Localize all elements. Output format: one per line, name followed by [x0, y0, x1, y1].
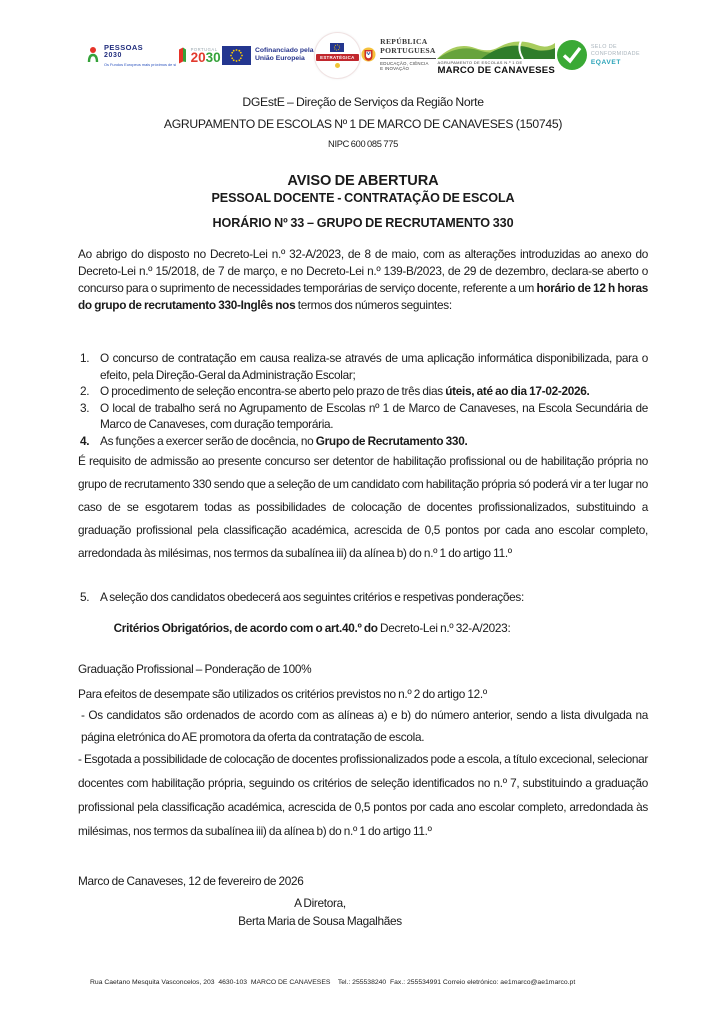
eu-caption-line1: Cofinanciado pela	[254, 47, 314, 54]
pessoas-logo-name: PESSOAS	[104, 43, 144, 52]
item-text: A seleção dos candidatos obedecerá aos seguintes critérios e respetivas ponderações:	[100, 590, 524, 604]
item-text	[100, 433, 648, 450]
page-title: AVISO DE ABERTURA	[287, 173, 439, 189]
republica-portuguesa-logo	[361, 38, 436, 71]
agrupamento-marco-logo	[437, 35, 555, 76]
eu-flag-icon	[222, 46, 251, 65]
desempate-line: Para efeitos de desempate são utilizados os critérios previstos no n.º 2 do artigo 12.º	[78, 687, 487, 701]
portugal-2030-country: PORTUGAL	[190, 46, 218, 52]
republica-divider	[380, 58, 436, 59]
criterios-regular: Decreto-Lei n.º 32-A/2023:	[377, 621, 511, 635]
intro-text-bold: horário de 12 h horas do grupo de recrutamento 330-Inglês nos	[78, 281, 648, 312]
eqavet-line2: CONFORMIDADE	[590, 51, 640, 57]
portugal-flag-icon	[178, 47, 187, 64]
numbered-list	[78, 350, 648, 449]
pessoas-2030-logo	[86, 43, 176, 67]
portugal-2030-year-right: 30	[205, 49, 221, 65]
item-text: O local de trabalho será no Agrupamento de Escolas nº 1 de Marco de Canaveses, na Escola Secundária de Marco de Canaveses, com duração temporária.	[100, 400, 648, 431]
requisito-paragraph: É requisito de admissão ao presente concurso ser detentor de habilitação profissional ou de habilitação própria no grupo de recrutamento 330 sendo que a seleção de um candidato com habilitação própria só poderá vir a ter lugar no caso de se esgotarem todas as possibilidades de colocação de docentes profissionalizados, substituindo a graduação profissional pela classificação académica, acrescida de 0,5 pontos por cada ano escolar completo, arredondada às milésimas, nos termos da subalínea iii) da alínea b) do n.º 1 do artigo 11.º	[78, 454, 648, 560]
criterios-heading	[78, 621, 648, 635]
signature-name: Berta Maria de Sousa Magalhães	[238, 913, 402, 928]
list-item-4	[78, 433, 648, 450]
republica-sub2: E INOVAÇÃO	[380, 66, 410, 72]
org-header	[78, 91, 648, 149]
signature-block	[78, 895, 648, 930]
eu-cofinanced-logo	[222, 46, 314, 65]
ordenados-paragraph: - Os candidatos são ordenados de acordo com as alíneas a) e b) do número anterior, sendo a lista divulgada na página eletrónica do AE promotora da oferta da contratação de escola.	[81, 708, 648, 744]
portugal-2030-logo	[178, 47, 221, 64]
item-number: 3.	[80, 400, 90, 415]
page-subtitle: PESSOAL DOCENTE - CONTRATAÇÃO DE ESCOLA	[211, 191, 515, 205]
eqavet-line1: SELO DE	[590, 44, 617, 51]
item-text-bold: úteis, até ao dia 17-02-2026.	[445, 384, 590, 398]
footer-address: Rua Caetano Mesquita Vasconcelos, 203 4630-103 MARCO DE CANAVESES Tel.: 255538240 Fax.: 255534991 Correio eletrónico: ae1marco@ae1marco.pt	[90, 979, 576, 986]
intro-text-pre: Ao abrigo do disposto no Decreto-Lei n.º 32-A/2023, de 8 de maio, com as alterações introduzidas ao anexo do Decreto-Lei n.º 15/2018, de 7 de março, e no Decreto-Lei n.º 139-B/2023, de 29 de dezembro, declara-se aberto o concurso para o suprimento de necessidades temporárias de serviço docente, referente a um	[78, 247, 648, 295]
org-line-agrupamento: AGRUPAMENTO DE ESCOLAS Nº 1 DE MARCO DE CANAVESES (150745)	[163, 117, 563, 131]
org-line-dgeste: DGEstE – Direção de Serviços da Região Norte	[242, 95, 484, 109]
republica-sub1: EDUCAÇÃO, CIÊNCIA	[380, 60, 429, 66]
list-item-1	[78, 350, 648, 383]
eu-caption-line2: União Europeia	[254, 55, 305, 62]
schedule-title: HORÁRIO Nº 33 – GRUPO DE RECRUTAMENTO 330	[212, 216, 514, 230]
signature-role: A Diretora,	[294, 896, 346, 910]
escola-estrategica-badge	[315, 33, 360, 78]
item-text-pre: As funções a exercer serão de docência, no	[100, 433, 316, 448]
green-mountains-icon	[437, 35, 555, 59]
eqavet-name: EQAVET	[590, 58, 622, 66]
graduacao-line: Graduação Profissional – Ponderação de 100%	[78, 662, 312, 676]
badge-label: ESTRATÉGICA	[316, 54, 358, 61]
esgotada-paragraph: - Esgotada a possibilidade de colocação de docentes profissionalizados pode a escola, a título excecional, selecionar docentes com habilitação própria, seguindo os critérios de seleção identificados no n.º 7, substituindo a graduação profissional pela classificação académica, acrescida de 0,5 pontos por cada ano escolar completo, arredondada às milésimas, nos termos da subalínea iii) da alínea b) do n.º 1 do artigo 11.º	[78, 752, 648, 838]
agrupamento-subtitle: AGRUPAMENTO DE ESCOLAS N.º 1 DE	[437, 59, 523, 65]
portugal-2030-year-left: 20	[190, 49, 206, 65]
list-item-5	[78, 589, 648, 606]
item-number: 5.	[80, 590, 90, 604]
pessoas-logo-year: 2030	[104, 52, 122, 59]
eqavet-checkmark-icon	[557, 40, 587, 70]
item-number: 2.	[80, 384, 90, 398]
pessoas-logo-tagline: Os Fundos Europeus mais próximos de si	[104, 62, 177, 67]
org-nipc: NIPC 600 085 775	[328, 139, 398, 149]
list-item-2	[78, 383, 648, 400]
item-text	[100, 383, 648, 400]
portuguese-coat-of-arms-icon	[361, 45, 376, 66]
pessoas-person-icon	[86, 46, 100, 64]
badge-dot-icon	[335, 63, 340, 68]
intro-paragraph	[78, 246, 648, 314]
eqavet-seal-logo	[557, 40, 640, 70]
intro-text-post: termos dos números seguintes:	[295, 298, 452, 312]
republica-line1: REPÚBLICA	[380, 37, 428, 47]
list-item-3	[78, 400, 648, 433]
item-text-bold: Grupo de Recrutamento 330.	[315, 433, 468, 448]
item-number: 1.	[80, 351, 90, 365]
place-date: Marco de Canaveses, 12 de fevereiro de 2026	[78, 874, 304, 888]
item-text: O concurso de contratação em causa realiza-se através de uma aplicação informática disponibilizada, para o efeito, pela Direção-Geral da Administração Escolar;	[100, 351, 648, 382]
criterios-bold: Critérios Obrigatórios, de acordo com o art.40.º do	[113, 621, 378, 635]
republica-line2: PORTUGUESA	[380, 45, 436, 55]
item-text-pre: O procedimento de seleção encontra-se aberto pelo prazo de três dias	[100, 384, 446, 398]
agrupamento-name: MARCO DE CANAVESES	[437, 64, 555, 76]
item-number: 4.	[80, 433, 90, 448]
badge-eu-flag-icon	[330, 43, 344, 52]
titles	[78, 172, 648, 230]
logo-strip	[86, 31, 640, 79]
